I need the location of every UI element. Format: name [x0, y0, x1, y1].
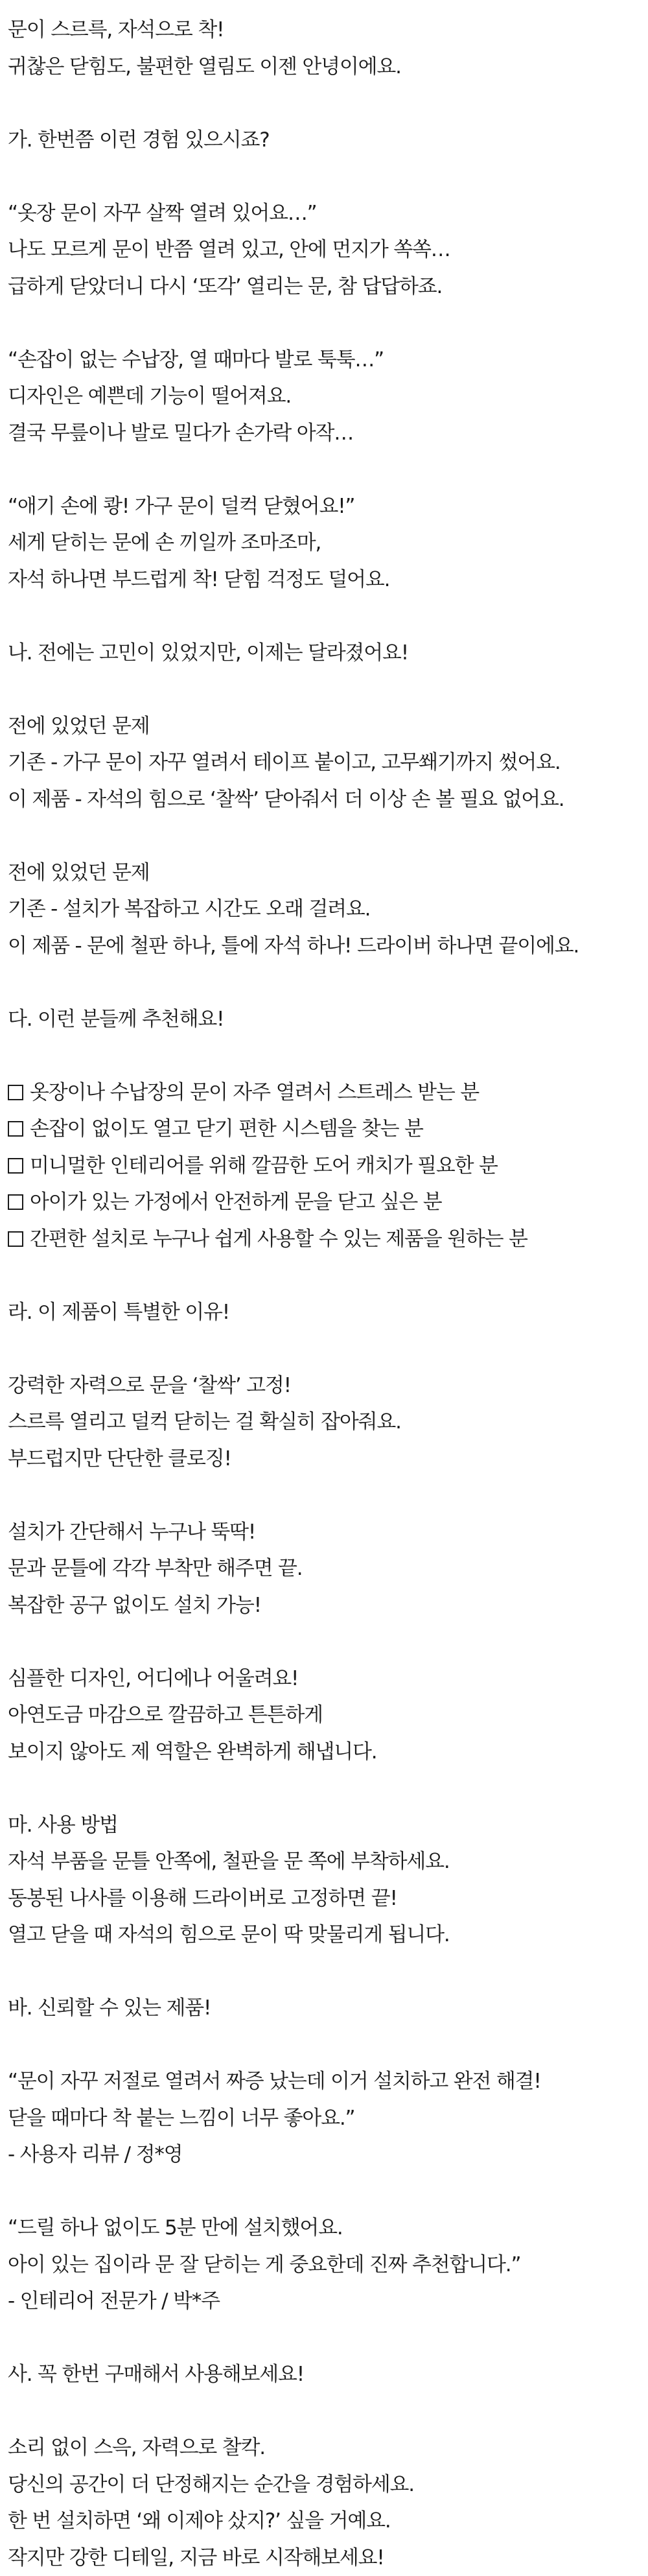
checkbox-icon — [8, 1231, 23, 1247]
review-author: - 사용자 리뷰 / 정*영 — [8, 2136, 640, 2173]
product-description — [8, 12, 640, 2576]
text-line: 동봉된 나사를 이용해 드라이버로 고정하면 끝! — [8, 1880, 640, 1917]
section-heading: 라. 이 제품이 특별한 이유! — [8, 1294, 640, 1331]
section-heading: 바. 신뢰할 수 있는 제품! — [8, 1990, 640, 2027]
checkbox-icon — [8, 1158, 23, 1174]
text-line: 부드럽지만 단단한 클로징! — [8, 1441, 640, 1478]
review-line: “문이 자꾸 저절로 열려서 짜증 났는데 이거 설치하고 완전 해결! — [8, 2063, 640, 2100]
text-line: 보이지 않아도 제 역할은 완벽하게 해냅니다. — [8, 1734, 640, 1771]
review-line: 닫을 때마다 착 붙는 느낌이 너무 좋아요.” — [8, 2100, 640, 2137]
section-heading: 마. 사용 방법 — [8, 1807, 640, 1844]
text-line: 기존 - 설치가 복잡하고 시간도 오래 걸려요. — [8, 891, 640, 928]
review-author: - 인테리어 전문가 / 박*주 — [8, 2283, 640, 2320]
text-line: 한 번 설치하면 ‘왜 이제야 샀지?’ 싶을 거예요. — [8, 2503, 640, 2540]
text-line: 전에 있었던 문제 — [8, 855, 640, 892]
text-line: 작지만 강한 디테일, 지금 바로 시작해보세요! — [8, 2540, 640, 2576]
text-line: 세게 닫히는 문에 손 끼일까 조마조마, — [8, 525, 640, 561]
text-line: 심플한 디자인, 어디에나 어울려요! — [8, 1660, 640, 1697]
text-line: 당신의 공간이 더 단정해지는 순간을 경험하세요. — [8, 2466, 640, 2503]
checklist-item: 옷장이나 수납장의 문이 자주 열려서 스트레스 받는 분 — [8, 1074, 640, 1111]
text-line: 스르륵 열리고 덜컥 닫히는 걸 확실히 잡아줘요. — [8, 1404, 640, 1441]
text-line: 열고 닫을 때 자석의 힘으로 문이 딱 맞물리게 됩니다. — [8, 1917, 640, 1954]
text-line: 강력한 자력으로 문을 ‘찰싹’ 고정! — [8, 1367, 640, 1404]
text-line: “옷장 문이 자꾸 살짝 열려 있어요…” — [8, 195, 640, 232]
review-line: “드릴 하나 없이도 5분 만에 설치했어요. — [8, 2210, 640, 2247]
text-line: 급하게 닫았더니 다시 ‘또각’ 열리는 문, 참 답답하죠. — [8, 268, 640, 305]
section-heading: 다. 이런 분들께 추천해요! — [8, 1001, 640, 1038]
checklist-item: 아이가 있는 가정에서 안전하게 문을 닫고 싶은 분 — [8, 1184, 640, 1221]
text-line: 이 제품 - 문에 철판 하나, 틀에 자석 하나! 드라이버 하나면 끝이에요. — [8, 928, 640, 965]
text-line: 기존 - 가구 문이 자꾸 열려서 테이프 붙이고, 고무쐐기까지 썼어요. — [8, 744, 640, 781]
text-line: 아연도금 마감으로 깔끔하고 튼튼하게 — [8, 1697, 640, 1734]
checkbox-icon — [8, 1194, 23, 1210]
intro-line: 귀찮은 닫힘도, 불편한 열림도 이젠 안녕이에요. — [8, 49, 640, 86]
text-line: 나도 모르게 문이 반쯤 열려 있고, 안에 먼지가 쏙쏙… — [8, 231, 640, 268]
text-line: 결국 무릎이나 발로 밀다가 손가락 아작… — [8, 415, 640, 452]
text-line: 소리 없이 스윽, 자력으로 찰칵. — [8, 2429, 640, 2466]
text-line: 전에 있었던 문제 — [8, 708, 640, 745]
section-heading: 나. 전에는 고민이 있었지만, 이제는 달라졌어요! — [8, 635, 640, 672]
checklist-item: 간편한 설치로 누구나 쉽게 사용할 수 있는 제품을 원하는 분 — [8, 1221, 640, 1258]
text-line: 이 제품 - 자석의 힘으로 ‘찰싹’ 닫아줘서 더 이상 손 볼 필요 없어요. — [8, 781, 640, 818]
checkbox-icon — [8, 1085, 23, 1100]
text-line: 설치가 간단해서 누구나 뚝딱! — [8, 1514, 640, 1551]
checklist-item: 손잡이 없이도 열고 닫기 편한 시스템을 찾는 분 — [8, 1111, 640, 1148]
section-heading: 가. 한번쯤 이런 경험 있으시죠? — [8, 122, 640, 159]
text-line: 복잡한 공구 없이도 설치 가능! — [8, 1587, 640, 1624]
text-line: “애기 손에 쾅! 가구 문이 덜컥 닫혔어요!” — [8, 488, 640, 525]
section-heading: 사. 꼭 한번 구매해서 사용해보세요! — [8, 2356, 640, 2393]
text-line: 자석 부품을 문틀 안쪽에, 철판을 문 쪽에 부착하세요. — [8, 1843, 640, 1880]
text-line: “손잡이 없는 수납장, 열 때마다 발로 툭툭…” — [8, 342, 640, 379]
checkbox-icon — [8, 1121, 23, 1137]
checklist-item: 미니멀한 인테리어를 위해 깔끔한 도어 캐치가 필요한 분 — [8, 1148, 640, 1185]
intro-line: 문이 스르륵, 자석으로 착! — [8, 12, 640, 49]
text-line: 문과 문틀에 각각 부착만 해주면 끝. — [8, 1550, 640, 1587]
review-line: 아이 있는 집이라 문 잘 닫히는 게 중요한데 진짜 추천합니다.” — [8, 2247, 640, 2284]
text-line: 디자인은 예쁜데 기능이 떨어져요. — [8, 378, 640, 415]
text-line: 자석 하나면 부드럽게 착! 닫힘 걱정도 덜어요. — [8, 561, 640, 598]
